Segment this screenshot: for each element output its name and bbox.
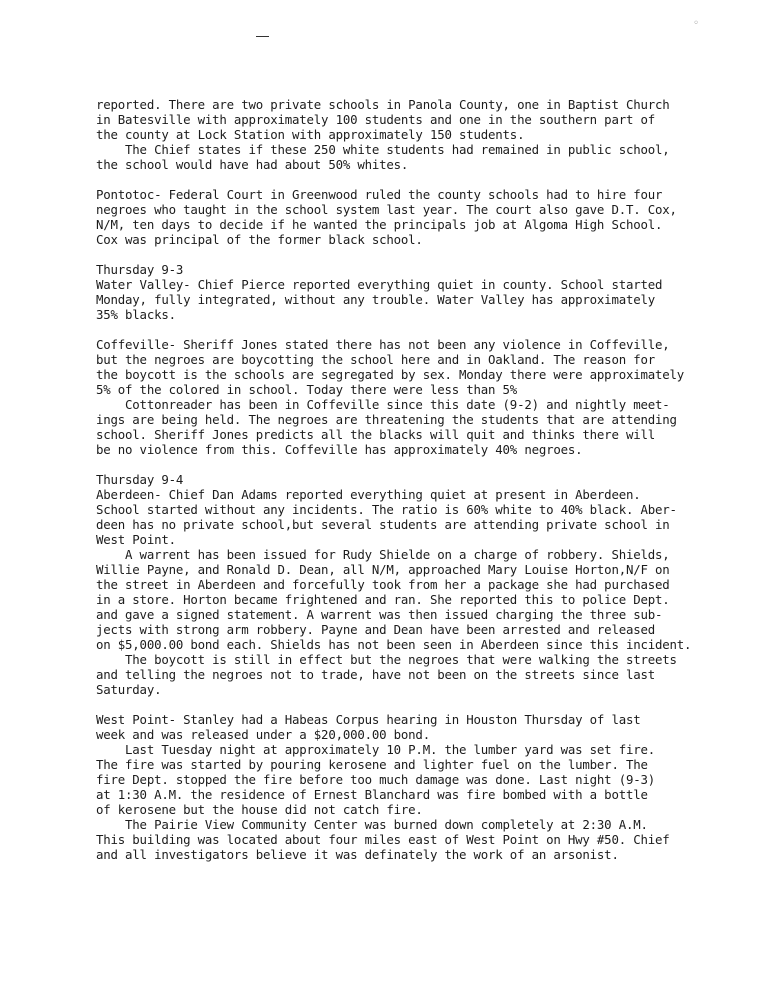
text-line: West Point. [96,532,176,547]
text-line: The Pairie View Community Center was burned down completely at 2:30 A.M. [96,817,648,832]
text-line: jects with strong arm robbery. Payne and Dean have been arrested and released [96,622,656,637]
text-line: the street in Aberdeen and forcefully took from her a package she had purchased [96,577,670,592]
text-line: 35% blacks. [96,307,176,322]
paragraph-gap [96,322,716,337]
text-line: Thursday 9-3 [96,262,184,277]
paragraph-gap [96,172,716,187]
text-line: Coffeville- Sheriff Jones stated there has not been any violence in Coffeville, [96,337,670,352]
text-line: the county at Lock Station with approximately 150 students. [96,127,525,142]
text-line: and gave a signed statement. A warrent was then issued charging the three sub- [96,607,663,622]
text-line: 5% of the colored in school. Today there were less than 5% [96,382,518,397]
paragraph-gap [96,697,716,712]
text-line: Monday, fully integrated, without any trouble. Water Valley has approximately [96,292,656,307]
text-line: The fire was started by pouring kerosene and lighter fuel on the lumber. The [96,757,648,772]
paragraph-gap [96,247,716,262]
text-line: and all investigators believe it was definately the work of an arsonist. [96,847,619,862]
text-line: of kerosene but the house did not catch fire. [96,802,423,817]
text-line: Last Tuesday night at approximately 10 P.M. the lumber yard was set fire. [96,742,656,757]
text-line: negroes who taught in the school system last year. The court also gave D.T. Cox, [96,202,677,217]
text-line: Cox was principal of the former black school. [96,232,423,247]
top-dash-mark [256,36,269,37]
text-line: the boycott is the schools are segregated by sex. Monday there were approximately [96,367,685,382]
text-line: in Batesville with approximately 100 students and one in the southern part of [96,112,656,127]
text-line: week and was released under a $20,000.00 bond. [96,727,430,742]
corner-mark: ◦ [693,18,699,29]
text-line: Saturday. [96,682,162,697]
text-line: fire Dept. stopped the fire before too much damage was done. Last night (9-3) [96,772,656,787]
text-line: The boycott is still in effect but the negroes that were walking the streets [96,652,677,667]
text-line: at 1:30 A.M. the residence of Ernest Blanchard was fire bombed with a bottle [96,787,648,802]
text-line: N/M, ten days to decide if he wanted the principals job at Algoma High School. [96,217,663,232]
text-line: on $5,000.00 bond each. Shields has not been seen in Aberdeen since this incident. [96,637,692,652]
text-line: Thursday 9-4 [96,472,184,487]
text-line: Water Valley- Chief Pierce reported everything quiet in county. School started [96,277,663,292]
text-line: and telling the negroes not to trade, have not been on the streets since last [96,667,656,682]
paragraph-gap [96,457,716,472]
text-line: School started without any incidents. The ratio is 60% white to 40% black. Aber- [96,502,677,517]
text-line: This building was located about four miles east of West Point on Hwy #50. Chief [96,832,670,847]
text-line: West Point- Stanley had a Habeas Corpus hearing in Houston Thursday of last [96,712,641,727]
text-line: reported. There are two private schools in Panola County, one in Baptist Church [96,97,670,112]
text-line: ings are being held. The negroes are threatening the students that are attending [96,412,677,427]
text-line: Willie Payne, and Ronald D. Dean, all N/M, approached Mary Louise Horton,N/F on [96,562,670,577]
text-line: deen has no private school,but several students are attending private school in [96,517,670,532]
text-line: The Chief states if these 250 white students had remained in public school, [96,142,670,157]
text-line: Pontotoc- Federal Court in Greenwood ruled the county schools had to hire four [96,187,663,202]
text-line: in a store. Horton became frightened and ran. She reported this to police Dept. [96,592,670,607]
text-line: the school would have had about 50% whites. [96,157,409,172]
text-line: Cottonreader has been in Coffeville since this date (9-2) and nightly meet- [96,397,670,412]
text-line: but the negroes are boycotting the school here and in Oakland. The reason for [96,352,656,367]
text-line: be no violence from this. Coffeville has approximately 40% negroes. [96,442,583,457]
text-line: Aberdeen- Chief Dan Adams reported everything quiet at present in Aberdeen. [96,487,641,502]
report-body [96,97,716,862]
text-line: school. Sheriff Jones predicts all the blacks will quit and thinks there will [96,427,656,442]
text-line: A warrent has been issued for Rudy Shielde on a charge of robbery. Shields, [96,547,670,562]
